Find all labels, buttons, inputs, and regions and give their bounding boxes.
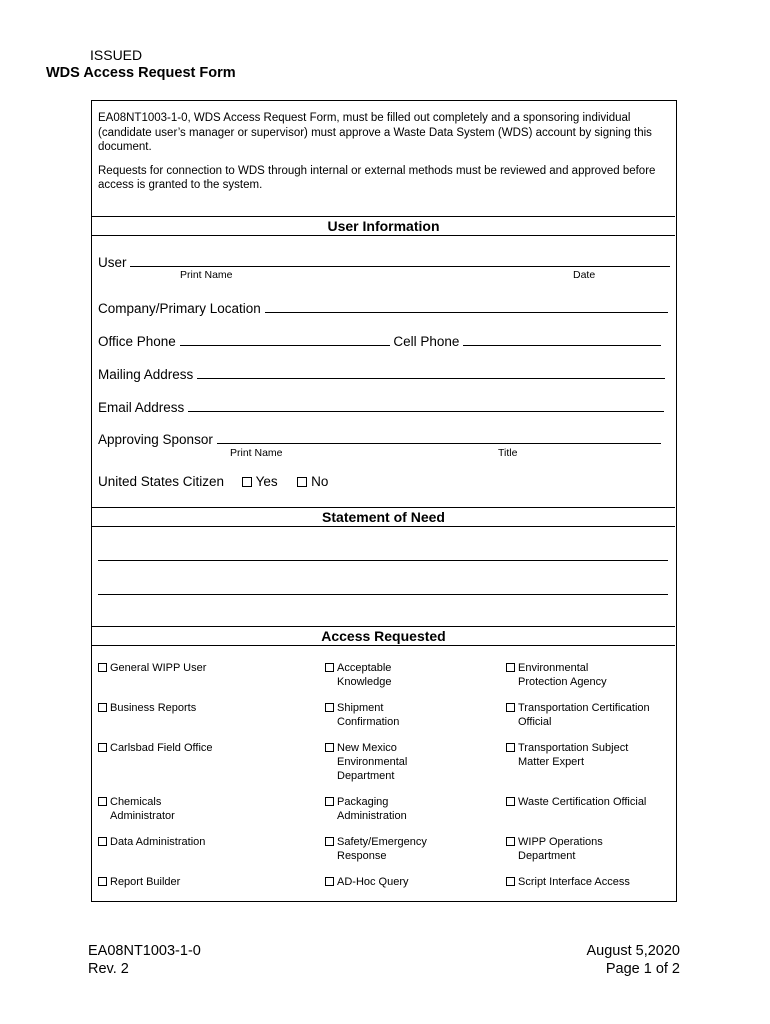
intro-paragraph-2: Requests for connection to WDS through internal or external methods must be reviewed and approved before access is granted to the system. (98, 164, 656, 191)
office-phone-field[interactable] (98, 333, 661, 349)
access-option-label: Safety/Emergency Response (337, 836, 427, 862)
access-option-label: Data Administration (110, 836, 206, 848)
access-option-checkbox[interactable] (98, 837, 107, 846)
access-option-checkbox[interactable] (98, 703, 107, 712)
access-option-checkbox[interactable] (325, 663, 334, 672)
user-date-caption: Date (573, 269, 596, 281)
user-information-heading: User Information (92, 216, 675, 236)
user-print-name-caption: Print Name (180, 269, 233, 281)
access-option-checkbox[interactable] (98, 797, 107, 806)
document-title: WDS Access Request Form (46, 65, 236, 81)
citizen-yes-checkbox[interactable] (242, 477, 252, 487)
access-option[interactable] (325, 875, 409, 889)
access-option[interactable] (98, 741, 213, 755)
statement-line-1[interactable] (98, 560, 668, 561)
statement-of-need-heading: Statement of Need (92, 507, 675, 527)
footer-revision: Rev. 2 (88, 961, 129, 977)
access-option-label: Transportation Certification Official (518, 702, 650, 728)
access-option[interactable] (325, 795, 407, 823)
access-option-label: Report Builder (110, 876, 181, 888)
access-option-checkbox[interactable] (506, 877, 515, 886)
access-option-checkbox[interactable] (506, 743, 515, 752)
access-option-checkbox[interactable] (506, 797, 515, 806)
access-option[interactable] (325, 661, 391, 689)
intro-text (98, 111, 670, 202)
access-option[interactable] (506, 741, 628, 769)
access-option[interactable] (506, 835, 603, 863)
access-option-label: AD-Hoc Query (337, 876, 409, 888)
sponsor-label: Approving Sponsor (98, 432, 213, 447)
access-option-checkbox[interactable] (98, 877, 107, 886)
email-address-line[interactable] (188, 399, 664, 412)
access-option[interactable] (506, 701, 650, 729)
intro-paragraph-1: EA08NT1003-1-0, WDS Access Request Form, must be filled out completely and a sponsoring individual (candidate user’s manager or supervisor) must approve a Waste Data System (WDS) account by signing this document. (98, 112, 652, 153)
access-option-checkbox[interactable] (325, 743, 334, 752)
citizen-no-label: No (311, 474, 329, 489)
sponsor-line[interactable] (217, 431, 661, 444)
access-option-checkbox[interactable] (325, 797, 334, 806)
citizen-label: United States Citizen (98, 474, 225, 489)
access-option[interactable] (98, 875, 180, 889)
cell-phone-line[interactable] (463, 333, 661, 346)
email-address-label: Email Address (98, 400, 185, 415)
sponsor-print-name-caption: Print Name (230, 447, 283, 459)
user-label: User (98, 255, 127, 270)
citizen-no-checkbox[interactable] (297, 477, 307, 487)
citizen-yes-label: Yes (255, 474, 278, 489)
footer-left (88, 942, 201, 978)
mailing-address-line[interactable] (197, 366, 665, 379)
access-option-label: Waste Certification Official (518, 796, 647, 808)
office-phone-label: Office Phone (98, 334, 176, 349)
access-option-checkbox[interactable] (98, 743, 107, 752)
access-option[interactable] (98, 835, 205, 849)
access-option[interactable] (325, 701, 399, 729)
document-status: ISSUED (90, 47, 143, 63)
access-option-label: Chemicals Administrator (110, 796, 175, 822)
access-option[interactable] (98, 661, 206, 675)
sponsor-title-caption: Title (498, 447, 518, 459)
access-option-checkbox[interactable] (506, 837, 515, 846)
access-option-label: General WIPP User (110, 662, 207, 674)
access-option[interactable] (98, 795, 175, 823)
company-field[interactable] (98, 300, 668, 316)
mailing-address-label: Mailing Address (98, 367, 194, 382)
access-option-label: Environmental Protection Agency (518, 662, 607, 688)
statement-line-2[interactable] (98, 594, 668, 595)
email-address-field[interactable] (98, 399, 664, 415)
access-option-label: Carlsbad Field Office (110, 742, 213, 754)
footer-doc-number: EA08NT1003-1-0 (88, 943, 201, 959)
access-option[interactable] (325, 741, 407, 783)
access-option-checkbox[interactable] (98, 663, 107, 672)
footer-date: August 5,2020 (586, 943, 680, 959)
access-option-label: Acceptable Knowledge (337, 662, 392, 688)
citizen-field (98, 474, 328, 489)
access-option-label: WIPP Operations Department (518, 836, 603, 862)
access-option[interactable] (506, 661, 607, 689)
mailing-address-field[interactable] (98, 366, 665, 382)
access-option-label: Transportation Subject Matter Expert (518, 742, 629, 768)
sponsor-field[interactable] (98, 431, 661, 447)
access-option-checkbox[interactable] (506, 703, 515, 712)
access-option-checkbox[interactable] (506, 663, 515, 672)
access-option-label: Business Reports (110, 702, 197, 714)
access-option[interactable] (506, 875, 630, 889)
form-box (91, 100, 677, 902)
access-option-label: Shipment Confirmation (337, 702, 400, 728)
footer-right (586, 942, 680, 978)
office-phone-line[interactable] (180, 333, 390, 346)
access-option-label: Packaging Administration (337, 796, 407, 822)
access-option-label: New Mexico Environmental Department (337, 742, 408, 782)
cell-phone-label: Cell Phone (393, 334, 460, 349)
footer-page: Page 1 of 2 (605, 961, 680, 977)
access-option[interactable] (506, 795, 646, 809)
access-option-checkbox[interactable] (325, 703, 334, 712)
user-field[interactable] (98, 254, 670, 270)
access-option[interactable] (325, 835, 427, 863)
access-option[interactable] (98, 701, 196, 715)
access-option-checkbox[interactable] (325, 877, 334, 886)
access-option-checkbox[interactable] (325, 837, 334, 846)
access-requested-heading: Access Requested (92, 626, 675, 646)
access-option-label: Script Interface Access (518, 876, 630, 888)
user-line[interactable] (130, 254, 670, 267)
company-label: Company/Primary Location (98, 301, 261, 316)
company-line[interactable] (265, 300, 668, 313)
